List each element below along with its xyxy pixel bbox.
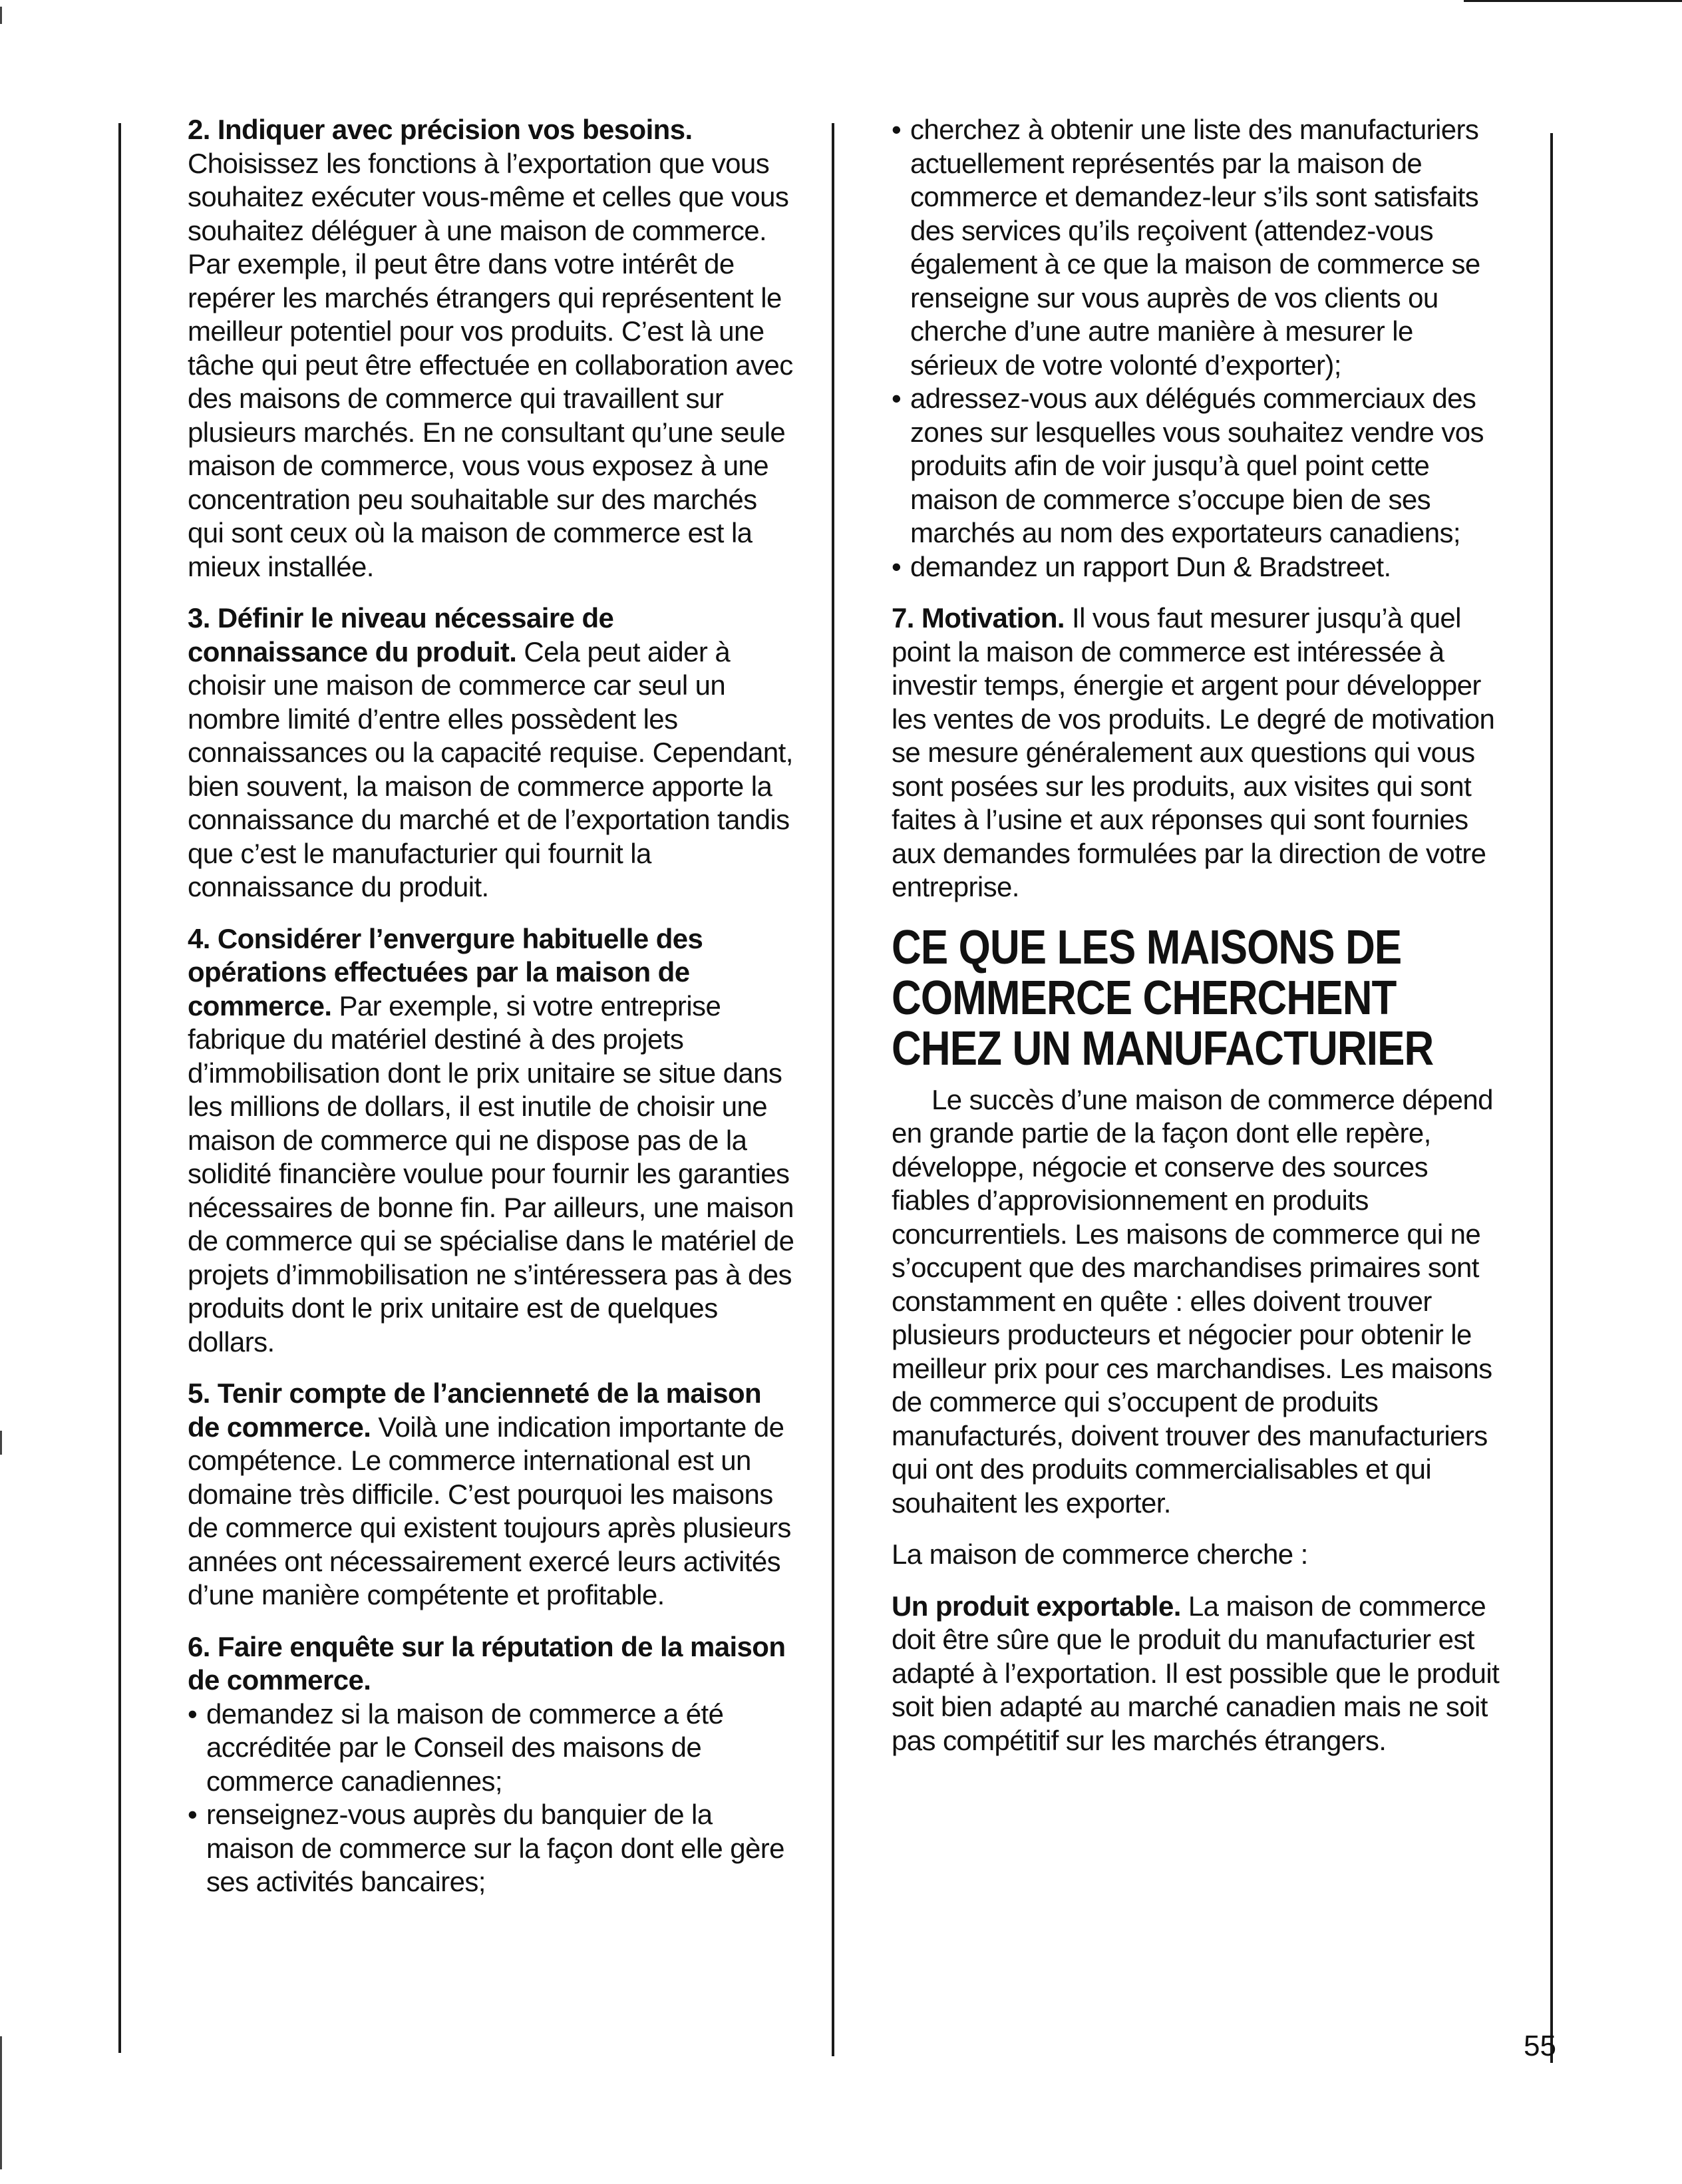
list-item: • adressez-vous aux délégués commerciaux des zones sur lesquelles vous souhaitez vendre vos produits afin de voir jusqu’à quel point cette maison de commerce s’occupe bien de ses marchés au nom des exportateurs canadiens; <box>892 382 1504 550</box>
page-number: 55 <box>1524 2030 1556 2062</box>
exportable-heading: Un produit exportable. <box>892 1590 1181 1622</box>
list-item: • cherchez à obtenir une liste des manufacturiers actuellement représentés par la maison de commerce et demandez-leur s’ils sont satisfaits des services qu’ils reçoivent (attendez-vous également à ce que la maison de commerce se renseigne sur vous auprès de vos clients ou cherche d’une autre manière à mesurer le sérieux de votre volonté d’exporter); <box>892 113 1504 382</box>
list-item: • renseignez-vous auprès du banquier de la maison de commerce sur la façon dont elle gère ses activités bancaires; <box>188 1798 800 1899</box>
section-7-body: Il vous faut mesurer jusqu’à quel point la maison de commerce est intéressée à investir temps, énergie et argent pour développer les ventes de vos produits. Le degré de motivation se mesure généralement aux questions qui vous sont posées sur les produits, aux visites qui sont faites à l’usine et aux réponses qui sont fournies aux demandes formulées par la direction de votre entreprise. <box>892 602 1495 902</box>
section-3 <box>188 602 800 904</box>
left-column <box>188 113 800 1917</box>
section-3-heading: 3. Définir le niveau nécessaire de connaissance du produit. <box>188 602 614 667</box>
list-item: • demandez si la maison de commerce a été accréditée par le Conseil des maisons de commerce canadiennes; <box>188 1698 800 1799</box>
margin-mark <box>0 7 2 24</box>
section-3-body: Cela peut aider à choisir une maison de commerce car seul un nombre limité d’entre elles possèdent les connaissances ou la capacité requise. Cependant, bien souvent, la maison de commerce apporte la connaissance du marché et de l’exportation tandis que c’est le manufacturier qui fournit la connaissance du produit. <box>188 636 793 902</box>
section-6-bullet-list <box>188 1698 800 1899</box>
exportable-body: La maison de commerce doit être sûre que le produit du manufacturier est adapté à l’exportation. Il est possible que le produit soit bien adapté au marché canadien mais ne soit pas compétitif sur les marchés étrangers. <box>892 1590 1500 1756</box>
exportable-product-paragraph <box>892 1590 1504 1758</box>
column-divider-rule <box>832 123 834 2056</box>
section-6-continued-bullet-list <box>892 113 1504 584</box>
section-7 <box>892 602 1504 904</box>
margin-mark <box>0 1431 2 1455</box>
margin-mark <box>0 2036 2 2169</box>
right-margin-rule <box>1550 133 1553 2063</box>
intro-paragraph: Le succès d’une maison de commerce dépend en grande partie de la façon dont elle repère, développe, négocie et conserve des sources fiables d’approvisionnement en produits concurrentiels. Les maisons de commerce qui ne s’occupent que des marchandises primaires sont constamment en quête : elles doivent trouver plusieurs producteurs et négocier pour obtenir le meilleur prix pour ces marchandises. Les maisons de commerce qui s’occupent de produits manufacturés, doivent trouver des manufacturiers qui ont des produits commercialisables et qui souhaitent les exporter. <box>892 1083 1493 1519</box>
section-5-heading: 5. Tenir compte de l’ancienneté de la maison de commerce. <box>188 1377 762 1443</box>
section-5-body: Voilà une indication importante de compétence. Le commerce international est un domaine très difficile. C’est pourquoi les maisons de commerce qui existent toujours après plusieurs années ont nécessairement exercé leurs activités d’une manière compétente et profitable. <box>188 1411 791 1610</box>
list-item: • demandez un rapport Dun & Bradstreet. <box>892 550 1504 584</box>
top-edge-rule <box>1464 0 1682 2</box>
section-5 <box>188 1377 800 1612</box>
section-title: CE QUE LES MAISONS DE COMMERCE CHERCHENT CHEZ UN MANUFACTURIER <box>892 920 1434 1075</box>
section-6 <box>188 1630 800 1698</box>
lead-paragraph: La maison de commerce cherche : <box>892 1539 1308 1570</box>
section-2-heading: 2. Indiquer avec précision vos besoins. <box>188 114 693 145</box>
right-column <box>892 113 1504 1775</box>
left-margin-rule <box>118 123 121 2053</box>
section-4-heading: 4. Considérer l’envergure habituelle des opérations effectuées par la maison de commerce. <box>188 922 703 1021</box>
section-2 <box>188 113 800 584</box>
section-4 <box>188 922 800 1360</box>
section-2-body: Choisissez les fonctions à l’exportation que vous souhaitez exécuter vous-même et celles que vous souhaitez déléguer à une maison de commerce. Par exemple, il peut être dans votre intérêt de repérer les marchés étrangers qui représentent le meilleur potentiel pour vos produits. C’est là une tâche qui peut être effectuée en collaboration avec des maisons de commerce qui travaillent sur plusieurs marchés. En ne consultant qu’une seule maison de commerce, vous vous exposez à une concentration peu souhaitable sur des marchés qui sont ceux où la maison de commerce est la mieux installée. <box>188 147 793 582</box>
section-4-body: Par exemple, si votre entreprise fabrique du matériel destiné à des projets d’immobilisation dont le prix unitaire se situe dans les millions de dollars, il est inutile de choisir une maison de commerce qui ne dispose pas de la solidité financière voulue pour fournir les garanties nécessaires de bonne fin. Par ailleurs, une maison de commerce qui se spécialise dans le matériel de projets d’immobilisation ne s’intéressera pas à des produits dont le prix unitaire est de quelques dollars. <box>188 990 794 1358</box>
section-6-heading: 6. Faire enquête sur la réputation de la maison de commerce. <box>188 1630 786 1696</box>
section-7-heading: 7. Motivation. <box>892 602 1065 634</box>
